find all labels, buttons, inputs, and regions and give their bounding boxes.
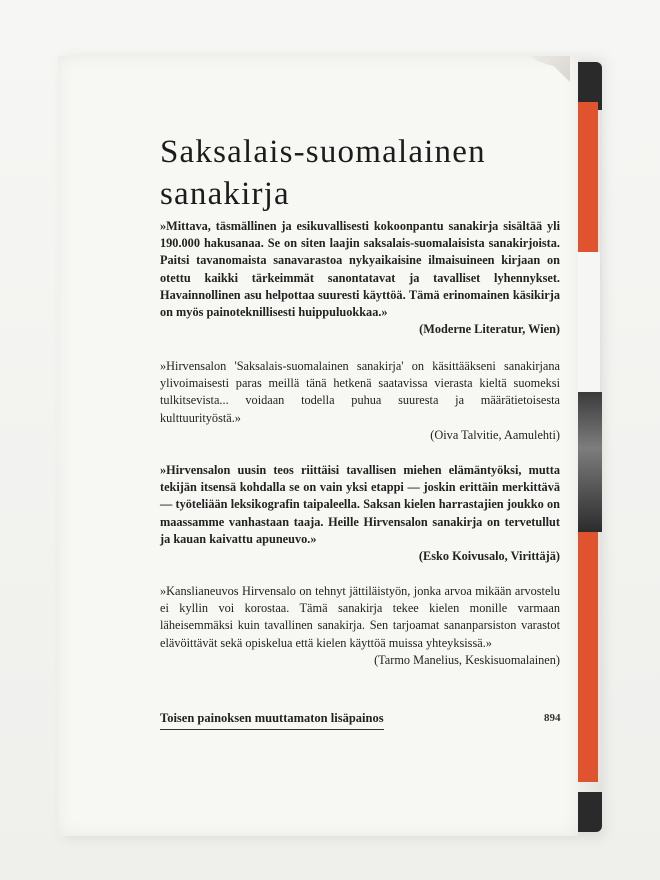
quote-source: (Moderne Literatur, Wien) [419,322,560,337]
quote-text: »Hirvensalon uusin teos riittäisi tavallisen miehen elämäntyöksi, mutta tekijän itsensä kohdalla se on vain yksi etappi — joskin erittäin merkittävä — työteliään leksikografin taipaleella. Saksan kielen harrastajien joukko on maassamme vanhastaan taaja. Heille Hirvensalon sanakirja on tervetullut ja kauan kaivattu apuneuvo.» [160,463,560,546]
torn-corner [530,56,570,82]
title-line-2: sanakirja [160,176,290,212]
review-quote-1 [160,218,560,338]
title-line-1: Saksalais-suomalainen [160,134,486,170]
review-quote-2 [160,358,560,444]
spine-red-stripe-upper [578,102,598,252]
book-back-cover [58,56,578,836]
review-quote-4 [160,583,560,669]
book-title [160,131,580,215]
quote-source: (Esko Koivusalo, Virittäjä) [418,549,560,564]
quote-source: (Oiva Talvitie, Aamulehti) [430,427,560,442]
quote-source: (Tarmo Manelius, Keskisuomalainen) [374,652,560,667]
quote-text: »Hirvensalon 'Saksalais-suomalainen sanakirja' on käsittääkseni sanakirjana ylivoimaisesti paras meillä tänä hetkenä saatavissa vierasta kieltä suomeksi tulkitsevista... voidaan todella puhua suuresta ja määrätietoisesta kulttuurityöstä.» [160,359,560,425]
quote-text: »Mittava, täsmällinen ja esikuvallisesti kokoonpantu sanakirja sisältää yli 190.000 hakusanaa. Se on siten laajin saksalais-suomalaisista sanakirjoista. Paitsi tavanomaista sanavarastoa nykyaikaisine ilmaisuineen kirjaan on otettu kaikki tärkeimmät sanontatavat ja tavalliset lyhennykset. Havainnollinen asu helpottaa suuresti käyttöä. Tämä erinomainen käsikirja on myös painoteknillisesti huippuluokkaa.» [160,219,560,320]
edition-note: Toisen painoksen muuttamaton lisäpainos [160,711,384,730]
spine-red-stripe-lower [578,532,598,782]
review-quote-3 [160,462,560,565]
catalog-number: 894 [544,712,561,724]
quote-text: »Kanslianeuvos Hirvensalo on tehnyt jättiläistyön, jonka arvoa mikään arvostelu ei kyllin voi korostaa. Tämä sanakirja tekee kielen monille varmaan läheisemmäksi kuin tavallinen sanakirja. Sen tarjoamat sananparsiston varastot elävöittävät sekä opiskelua että kielen käyttöä muissa yhteyksissä.» [160,584,560,650]
